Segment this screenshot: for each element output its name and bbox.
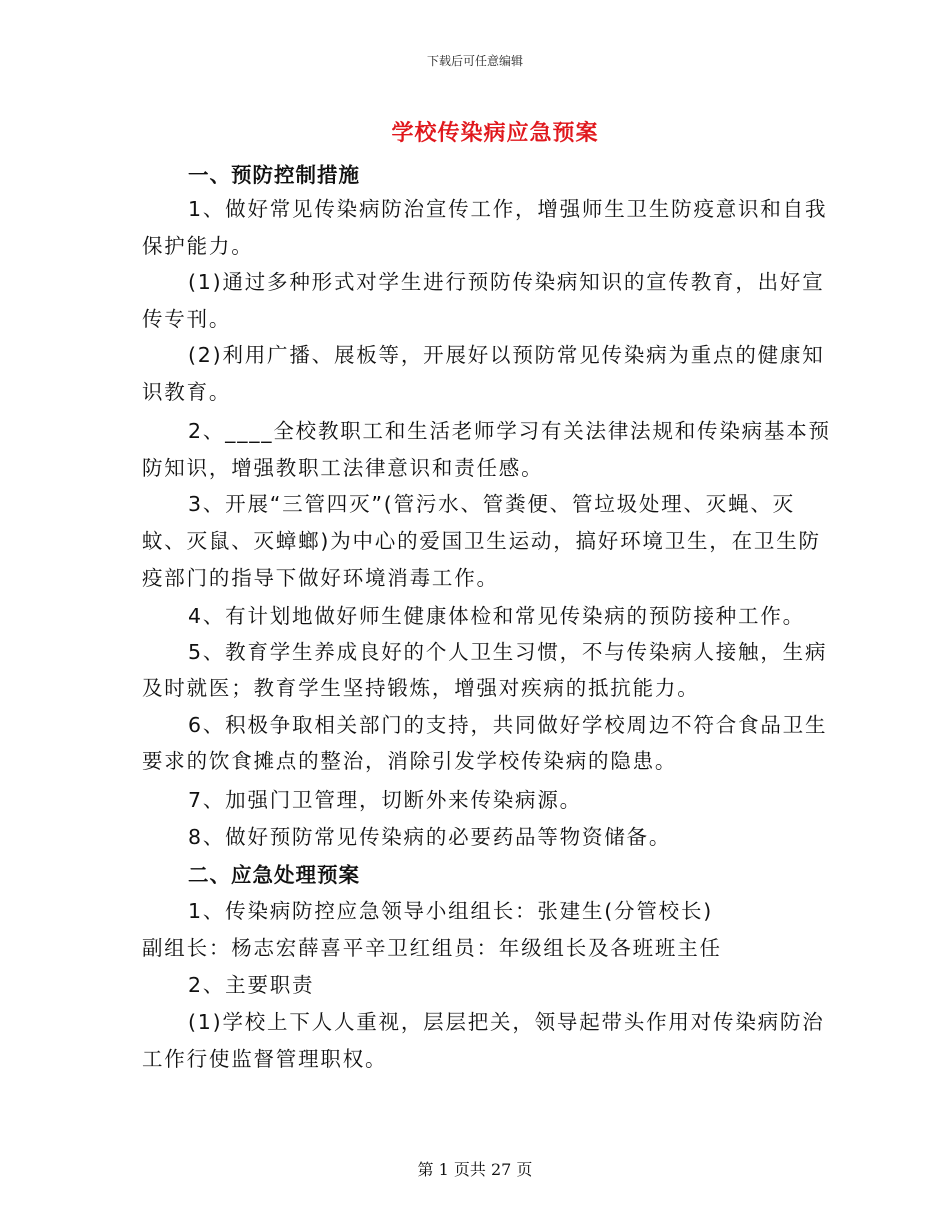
- paragraph-line: 5、教育学生养成良好的个人卫生习惯，不与传染病人接触，生病: [188, 640, 828, 664]
- paragraph-line: 3、开展“三管四灭”(管污水、管粪便、管垃圾处理、灭蝇、灭: [188, 492, 795, 516]
- paragraph-line: 1、做好常见传染病防治宣传工作，增强师生卫生防疫意识和自我: [188, 197, 828, 221]
- paragraph-line: 1、传染病防控应急领导小组组长：张建生(分管校长): [188, 899, 714, 923]
- paragraph-line: 工作行使监督管理职权。: [142, 1047, 388, 1071]
- paragraph-line: 保护能力。: [142, 234, 254, 258]
- section-heading: 二、应急处理预案: [188, 863, 360, 887]
- paragraph-line: 副组长：杨志宏薛喜平辛卫红组员：年级组长及各班班主任: [142, 936, 722, 960]
- header-note: 下载后可任意编辑: [426, 54, 523, 68]
- paragraph-line: 6、积极争取相关部门的支持，共同做好学校周边不符合食品卫生: [188, 713, 828, 737]
- page-footer: 第 1 页共 27 页: [417, 1160, 533, 1179]
- paragraph-line: 防知识，增强教职工法律意识和责任感。: [142, 456, 544, 480]
- paragraph-line: 要求的饮食摊点的整治，消除引发学校传染病的隐患。: [142, 749, 678, 773]
- paragraph-line: (1)通过多种形式对学生进行预防传染病知识的宣传教育，出好宣: [188, 270, 825, 294]
- paragraph-line: 疫部门的指导下做好环境消毒工作。: [142, 566, 499, 590]
- paragraph-line: (2)利用广播、展板等，开展好以预防常见传染病为重点的健康知: [188, 343, 825, 367]
- paragraph-line: 传专刊。: [142, 307, 232, 331]
- paragraph-line: 4、有计划地做好师生健康体检和常见传染病的预防接种工作。: [188, 604, 805, 628]
- paragraph-line: (1)学校上下人人重视，层层把关，领导起带头作用对传染病防治: [188, 1010, 825, 1034]
- paragraph-line: 识教育。: [142, 380, 232, 404]
- document-title: 学校传染病应急预案: [391, 121, 599, 146]
- paragraph-line: 7、加强门卫管理，切断外来传染病源。: [188, 788, 582, 812]
- section-heading: 一、预防控制措施: [188, 163, 360, 187]
- paragraph-line: 蚊、灭鼠、灭蟑螂)为中心的爱国卫生运动，搞好环境卫生，在卫生防: [142, 529, 821, 553]
- paragraph-line: 及时就医；教育学生坚持锻炼，增强对疾病的抵抗能力。: [142, 676, 700, 700]
- paragraph-line: 2、主要职责: [188, 973, 315, 997]
- paragraph-line: 8、做好预防常见传染病的必要药品等物资储备。: [188, 825, 672, 849]
- paragraph-line: 2、____全校教职工和生活老师学习有关法律法规和传染病基本预: [188, 419, 831, 443]
